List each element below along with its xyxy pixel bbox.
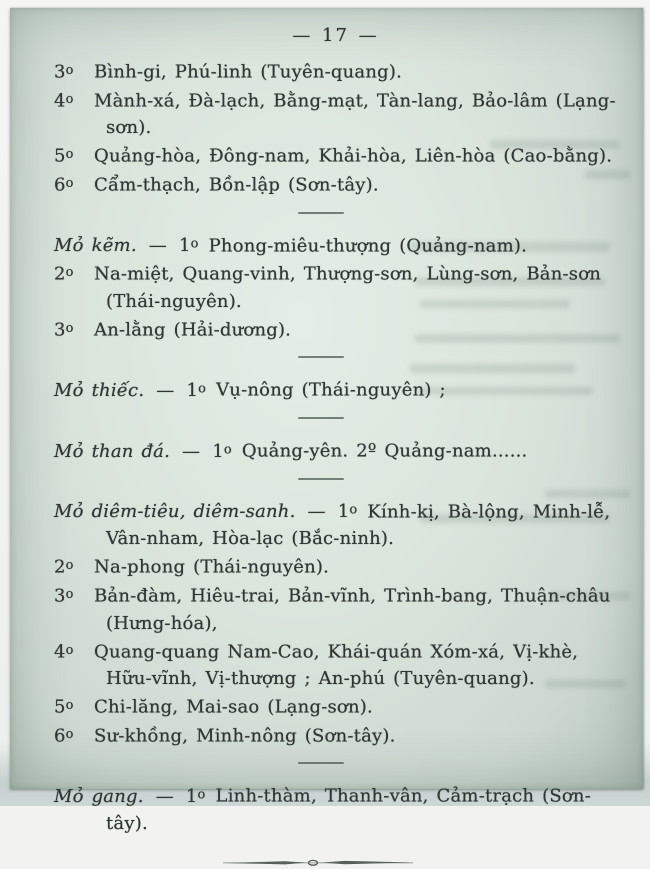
mine-section-heading-line <box>54 436 617 465</box>
item-text: Quảng-yên. 2º Quảng-nam...... <box>241 440 528 462</box>
mine-section-heading-line <box>54 231 617 260</box>
item-text: Quang-quang Nam-Cao, Khái-quán Xóm-xá, Vị-khè, Hữu-vĩnh, Vị-thượng ; An-phú (Tuyên-quang). <box>94 641 579 690</box>
item-number: 3$^o$ <box>54 319 74 341</box>
section-divider <box>298 212 344 214</box>
paper-sheet <box>10 8 643 834</box>
item-text: Sư-khồng, Minh-nông (Sơn-tây). <box>94 725 396 747</box>
item-number: 1$^o$ <box>186 380 207 401</box>
em-dash: — <box>155 786 174 807</box>
item-number: 1$^o$ <box>212 440 232 462</box>
page-number: — 17 — <box>292 25 379 46</box>
section-divider <box>298 417 344 419</box>
item-text: Na-phong (Thái-nguyên). <box>94 556 330 578</box>
mine-list-item <box>54 141 617 170</box>
item-number: 1$^o$ <box>178 235 199 257</box>
em-dash: — <box>307 501 326 523</box>
mine-section-heading-line <box>54 781 617 837</box>
item-number: 1$^o$ <box>185 786 206 807</box>
item-number: 6$^o$ <box>54 725 74 747</box>
section-divider <box>298 356 344 358</box>
item-text: Bản-đàm, Hiêu-trai, Bản-vĩnh, Trình-bang, Thuận-châu (Hưng-hóa), <box>94 585 611 634</box>
item-text: Na-miệt, Quang-vinh, Thượng-sơn, Lùng-sơn, Bản-sơn (Thái-nguyên). <box>94 263 602 312</box>
section-heading: Mỏ gang. <box>54 786 144 807</box>
mine-list-item <box>54 57 617 86</box>
item-text: Bình-gi, Phú-linh (Tuyên-quang). <box>94 61 402 83</box>
item-number: 2$^o$ <box>54 556 74 578</box>
item-number: 3$^o$ <box>54 61 74 83</box>
item-text: Cẩm-thạch, Bồn-lập (Sơn-tây). <box>94 174 379 196</box>
item-text: An-lằng (Hải-dương). <box>94 319 292 341</box>
mine-list-item <box>54 637 617 693</box>
item-number: 6$^o$ <box>54 174 74 196</box>
section-heading: Mỏ diêm-tiêu, diêm-sanh. <box>54 501 296 523</box>
mine-section-heading-line <box>54 497 617 553</box>
section-divider <box>298 478 344 480</box>
mine-list-item <box>54 552 617 581</box>
mine-list-item <box>54 86 617 142</box>
item-number: 3$^o$ <box>54 585 74 607</box>
mine-list-item <box>54 170 617 199</box>
section-divider <box>298 762 344 764</box>
mine-list-item <box>54 315 617 344</box>
mine-list-item <box>54 259 617 315</box>
item-text: Chi-lăng, Mai-sao (Lạng-sơn). <box>94 696 373 718</box>
item-text: Phong-miêu-thượng (Quảng-nam). <box>208 235 528 257</box>
item-number: 2$^o$ <box>54 263 74 285</box>
section-heading: Mỏ kẽm. <box>54 235 137 257</box>
item-text: Mành-xá, Đà-lạch, Bằng-mạt, Tàn-lang, Bảo-lâm (Lạng-sơn). <box>94 90 616 139</box>
item-number: 1$^o$ <box>337 501 358 523</box>
section-heading: Mỏ thiếc. <box>54 380 145 401</box>
em-dash: — <box>148 235 167 257</box>
item-text: Kính-kị, Bà-lộng, Minh-lễ, Vân-nham, Hòa-lạc (Bắc-ninh). <box>106 501 611 550</box>
item-text: Quảng-hòa, Đông-nam, Khải-hòa, Liên-hòa (Cao-bằng). <box>94 145 613 167</box>
mine-section-heading-line <box>54 375 617 404</box>
mine-list-item <box>54 721 617 750</box>
item-number: 5$^o$ <box>54 696 74 718</box>
em-dash: — <box>156 380 175 401</box>
item-number: 4$^o$ <box>54 641 74 663</box>
em-dash: — <box>182 440 201 462</box>
page-content <box>10 8 643 834</box>
item-number: 5$^o$ <box>54 145 74 167</box>
section-heading: Mỏ than đá. <box>54 440 171 462</box>
mine-list-item <box>54 581 617 637</box>
item-number: 4$^o$ <box>54 90 74 112</box>
item-text: Vụ-nông (Thái-nguyên) ; <box>216 380 446 401</box>
tailpiece-rule-ornament <box>223 857 413 869</box>
item-text: Linh-thàm, Thanh-vân, Cảm-trạch (Sơn-tây). <box>106 786 592 834</box>
mine-list-item <box>54 692 617 721</box>
